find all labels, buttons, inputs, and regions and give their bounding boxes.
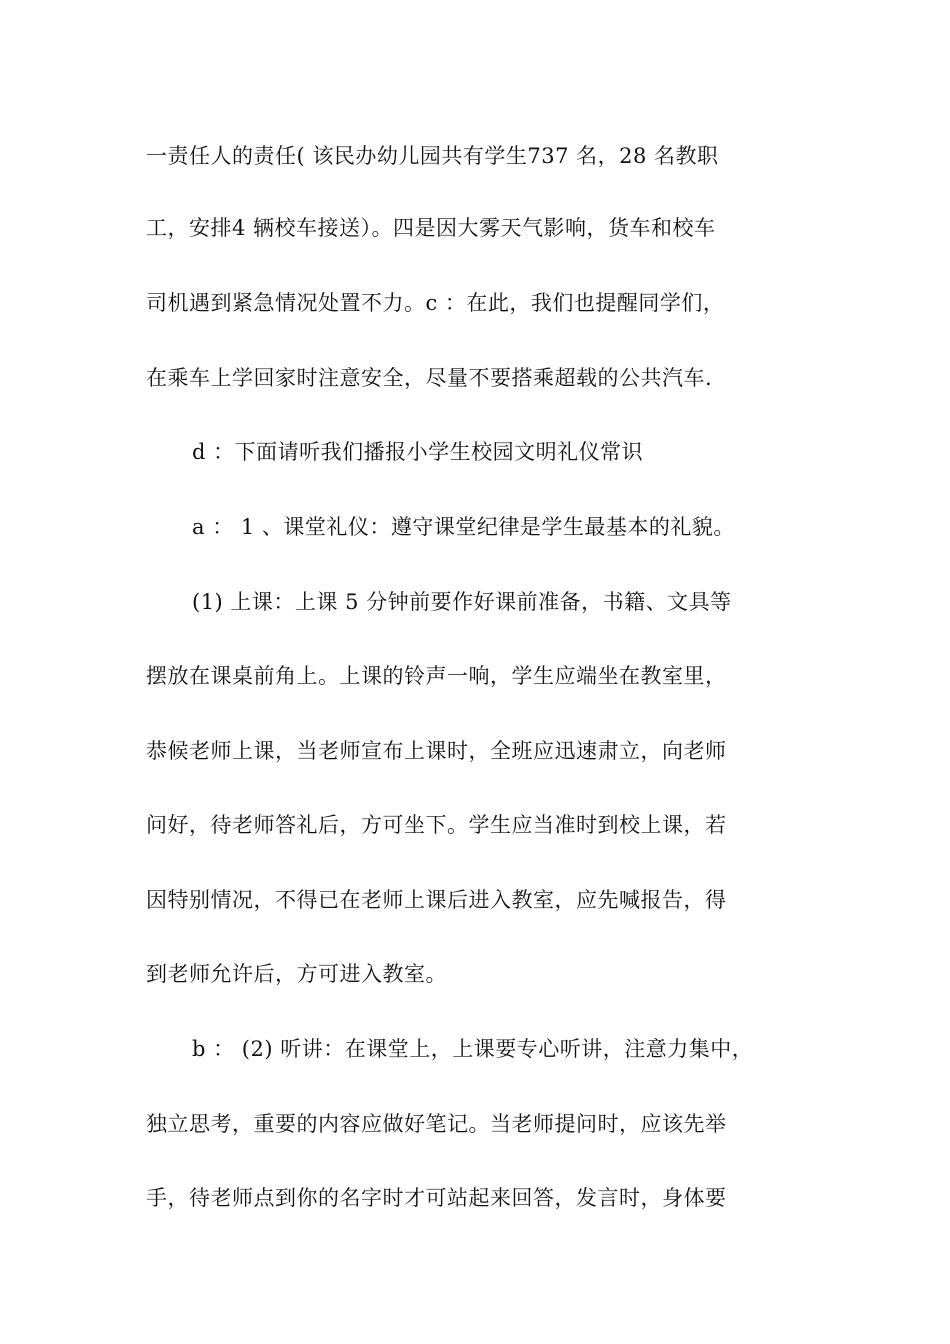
text-line: 摆放在课桌前角上。上课的铃声一响，学生应端坐在教室里， xyxy=(146,664,727,688)
text-line: 在乘车上学回家时注意安全，尽量不要搭乘超载的公共汽车. xyxy=(146,366,713,390)
text-line: (1) 上课：上课 5 分钟前要作好课前准备，书籍、文具等 xyxy=(192,590,732,614)
text-line: 问好，待老师答礼后，方可坐下。学生应当准时到校上课，若 xyxy=(146,813,727,837)
text-line: d ：下面请听我们播报小学生校园文明礼仪常识 xyxy=(192,440,644,464)
text-line: 因特别情况，不得已在老师上课后进入教室，应先喊报告，得 xyxy=(146,888,727,912)
text-line: 独立思考，重要的内容应做好笔记。当老师提问时，应该先举 xyxy=(146,1112,727,1136)
text-line: a ： 1 、课堂礼仪：遵守课堂纪律是学生最基本的礼貌。 xyxy=(192,515,735,539)
text-line: 工，安排4 辆校车接送）。四是因大雾天气影响，货车和校车 xyxy=(146,216,716,240)
text-line: 恭候老师上课，当老师宣布上课时，全班应迅速肃立，向老师 xyxy=(146,739,727,763)
text-line: 到老师允许后，方可进入教室。 xyxy=(146,962,447,986)
text-line: 司机遇到紧急情况处置不力。c ：在此，我们也提醒同学们， xyxy=(146,291,725,315)
text-line: 一责任人的责任( 该民办幼儿园共有学生737 名，28 名教职 xyxy=(146,144,719,168)
text-line: 手，待老师点到你的名字时才可站起来回答，发言时，身体要 xyxy=(146,1186,727,1210)
text-line: b ： (2) 听讲：在课堂上，上课要专心听讲，注意力集中， xyxy=(192,1037,754,1061)
